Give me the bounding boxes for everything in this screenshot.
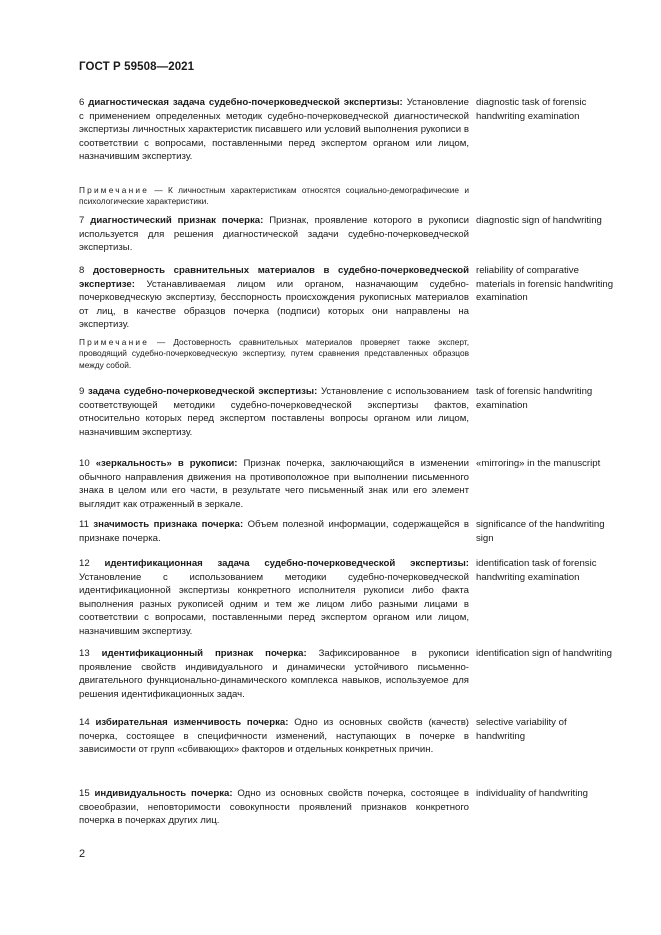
term-entry [79, 385, 469, 439]
note-label: Примечание [79, 185, 150, 195]
term-entry [79, 557, 469, 639]
term-entry [79, 518, 469, 545]
term-name: задача судебно-почерковедческой экспертизы: [88, 386, 318, 397]
note-text: — Достоверность сравнительных материалов проверяет также эксперт, проводящий судебно-почерковедческую экспертизу, путем сравнения представленных образцов между собой. [79, 337, 469, 370]
term-number: 11 [79, 519, 89, 530]
term-name: индивидуальность почерка: [94, 788, 233, 799]
note [79, 185, 469, 208]
term-number: 10 [79, 458, 90, 469]
term-entry [79, 96, 469, 164]
term-name: значимость признака почерка: [93, 519, 244, 530]
term-name: достоверность сравнительных материалов в судебно-почерковедческой экспертизе: [79, 265, 469, 290]
term-number: 12 [79, 558, 90, 569]
term-english: reliability of comparative materials in forensic handwriting examination [476, 265, 614, 304]
term-entry [79, 647, 469, 701]
term-definition: Установление с использованием соответствующей методики судебно-почерковедческой экспертизы фактов, относительно которых перед экспертом поставлены вопросы органом или лицом, назначившим экспертизу. [79, 386, 470, 438]
term-entry [79, 716, 469, 757]
term-name: диагностический признак почерка: [90, 215, 264, 226]
term-definition: Установление с применением определенных методик судебно-почерковедческой диагностической экспертизы личностных характеристик писавшего или условий выполнения рукописи в соответствии с вопросами, поставленными перед экспертом органом или лицом, назначившим экспертизу. [79, 97, 469, 163]
term-english: individuality of handwriting [476, 788, 588, 799]
term-name: идентификационный признак почерка: [101, 648, 307, 659]
term-number: 8 [79, 265, 85, 276]
term-name: идентификационная задача судебно-почерковедческой экспертизы: [104, 558, 469, 569]
term-name: диагностическая задача судебно-почерковедческой экспертизы: [88, 97, 403, 108]
term-english: diagnostic sign of handwriting [476, 215, 602, 226]
term-english: significance of the handwriting sign [476, 519, 605, 544]
term-english: diagnostic task of forensic handwriting examination [476, 97, 587, 122]
document-header: ГОСТ Р 59508—2021 [79, 61, 195, 73]
term-english: selective variability of handwriting [476, 717, 567, 742]
term-english: task of forensic handwriting examination [476, 386, 593, 411]
note-text: — К личностным характеристикам относятся социально-демографические и психологические характеристики. [79, 185, 469, 207]
term-english: identification sign of handwriting [476, 648, 612, 659]
note-label: Примечание [79, 337, 150, 347]
term-english: «mirroring» in the manuscript [476, 458, 601, 469]
page-number: 2 [79, 848, 86, 860]
term-definition: Зафиксированное в рукописи проявление свойств индивидуального и динамически устойчивого письменно-двигательного функционально-динамического комплекса навыков, используемое для решения идентификационных задач. [79, 648, 469, 700]
term-number: 13 [79, 648, 90, 659]
term-number: 15 [79, 788, 90, 799]
term-definition: Одно из основных свойств (качеств) почерка, состоящее в специфичности изменений, наступающих в почерке в зависимости от групп «сбивающих» факторов и отдельных конкретных причин. [79, 717, 469, 756]
term-number: 7 [79, 215, 85, 226]
term-definition: Объем полезной информации, содержащейся в признаке почерка. [79, 519, 469, 544]
term-definition: Признак почерка, заключающийся в изменении обычного направления движения на противоположное при выполнении письменного знака в целом или его части, в результате чего письменный знак или его элемент выглядит как отраженный в зеркале. [79, 458, 469, 510]
term-entry [79, 457, 469, 511]
term-name: избирательная изменчивость почерка: [95, 717, 289, 728]
term-entry [79, 214, 469, 255]
term-definition: Установление с использованием методики судебно-почерковедческой идентификационной экспертизы конкретного исполнителя рукописи либо факта выполнения разных рукописей одним и тем же лицом либо разными лицами в соответствии с вопросами, поставленными перед экспертом органом или лицом, назначившим экспертизу. [79, 571, 469, 637]
term-number: 14 [79, 717, 90, 728]
term-number: 9 [79, 386, 85, 397]
term-entry [79, 787, 469, 828]
term-name: «зеркальность» в рукописи: [95, 458, 238, 469]
term-definition: Одно из основных свойств почерка, состоящее в своеобразии, неповторимости совокупности проявлений признаков конкретного почерка в почерках других лиц. [79, 788, 469, 827]
term-number: 6 [79, 97, 85, 108]
term-definition: Признак, проявление которого в рукописи используется для решения диагностической задачи судебно-почерковедческой экспертизы. [79, 215, 469, 254]
note [79, 337, 469, 371]
term-definition: Устанавливаемая лицом или органом, назначающим судебно-почерковедческую экспертизу, бесспорность происхождения рукописных материалов от лиц, в качестве образцов почерка (подписи) которых они направлены на экспертизу. [79, 278, 469, 331]
term-english: identification task of forensic handwriting examination [476, 558, 597, 583]
term-entry [79, 264, 469, 332]
